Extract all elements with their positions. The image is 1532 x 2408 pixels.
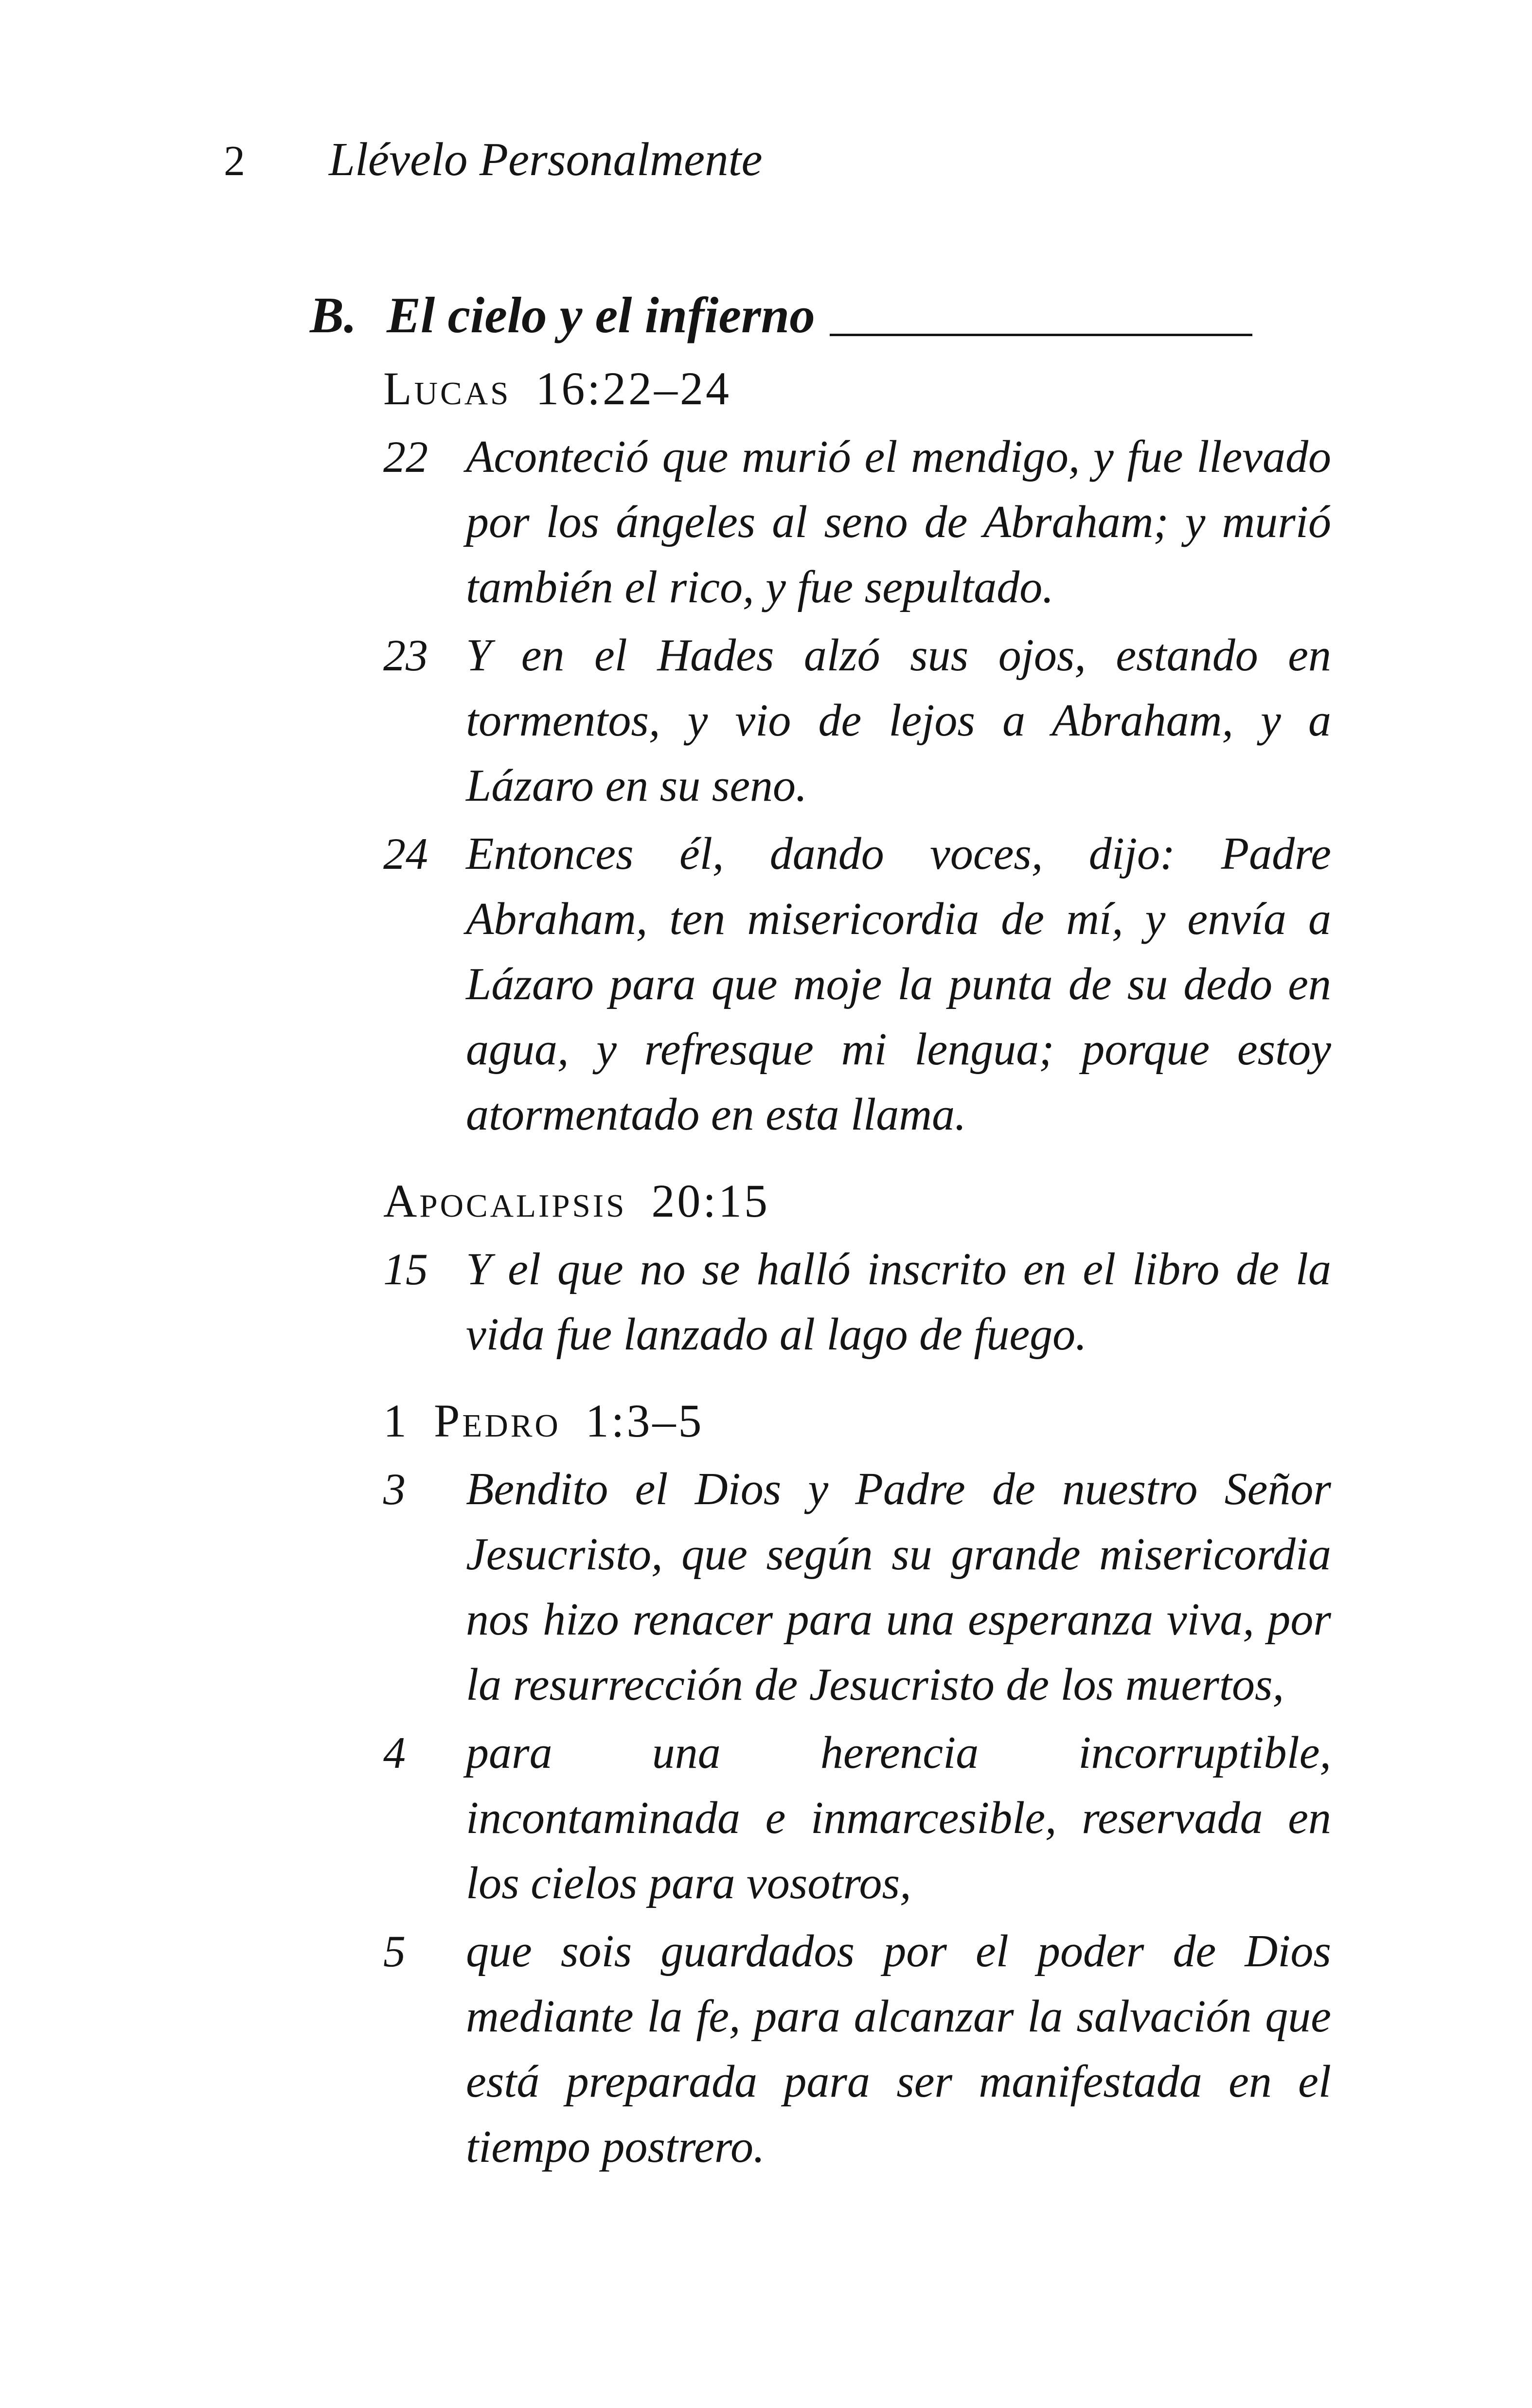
verse-row	[383, 1456, 1331, 1717]
verse-text: Y el que no se halló inscrito en el libro de la vida fue lanzado al lago de fuego.	[466, 1244, 1331, 1360]
verse-text: Bendito el Dios y Padre de nuestro Señor Jesucristo, que según su grande misericordia nos hizo renacer para una esperanza viva, por la resurrección de Jesucristo de los muertos,	[466, 1464, 1331, 1710]
scripture-reference: Apocalipsis 20:15	[383, 1175, 770, 1227]
section-title: El cielo y el infierno	[387, 287, 815, 343]
verse-number: 5	[383, 1926, 406, 1976]
scripture-reference: Lucas 16:22–24	[383, 362, 732, 414]
verse-number: 22	[383, 432, 428, 482]
section-heading	[310, 280, 1252, 350]
verse-row	[383, 1237, 1331, 1367]
verse-text: que sois guardados por el poder de Dios mediante la fe, para alcanzar la salvación que está preparada para ser manifestada en el tiempo postrero.	[466, 1926, 1331, 2172]
running-header	[224, 130, 763, 191]
section-letter: B.	[310, 287, 357, 343]
verse-row	[383, 424, 1331, 620]
outline-content	[310, 280, 1331, 2179]
page-number: 2	[224, 138, 245, 185]
verse-text: Y en el Hades alzó sus ojos, estando en tormentos, y vio de lejos a Abraham, y a Lázaro en su seno.	[466, 630, 1331, 811]
verse-text: Entonces él, dando voces, dijo: Padre Abraham, ten misericordia de mí, y envía a Lázaro para que moje la punta de su dedo en agua, y refresque mi lengua; porque estoy atormentado en esta llama.	[466, 828, 1331, 1140]
verse-number: 24	[383, 829, 428, 879]
scripture-passage-pedro	[383, 1388, 1331, 2179]
verse-row	[383, 1919, 1331, 2179]
verse-row	[383, 623, 1331, 818]
scripture-reference: 1 Pedro 1:3–5	[383, 1395, 704, 1447]
verse-text: Aconteció que murió el mendigo, y fue llevado por los ángeles al seno de Abraham; y murió también el rico, y fue sepultado.	[466, 431, 1331, 612]
verse-number: 23	[383, 630, 428, 680]
verse-text: para una herencia incorruptible, incontaminada e inmarcesible, reservada en los cielos para vosotros,	[466, 1727, 1331, 1908]
verse-row	[383, 1720, 1331, 1916]
scripture-passage-apocalipsis	[383, 1168, 1331, 1367]
running-title: Llévelo Personalmente	[329, 133, 763, 185]
verse-row	[383, 821, 1331, 1147]
scripture-passage-lucas	[383, 356, 1331, 1147]
verse-number: 3	[383, 1464, 406, 1514]
verse-number: 15	[383, 1244, 428, 1294]
fill-in-blank-line	[830, 334, 1252, 336]
verse-number: 4	[383, 1728, 406, 1778]
